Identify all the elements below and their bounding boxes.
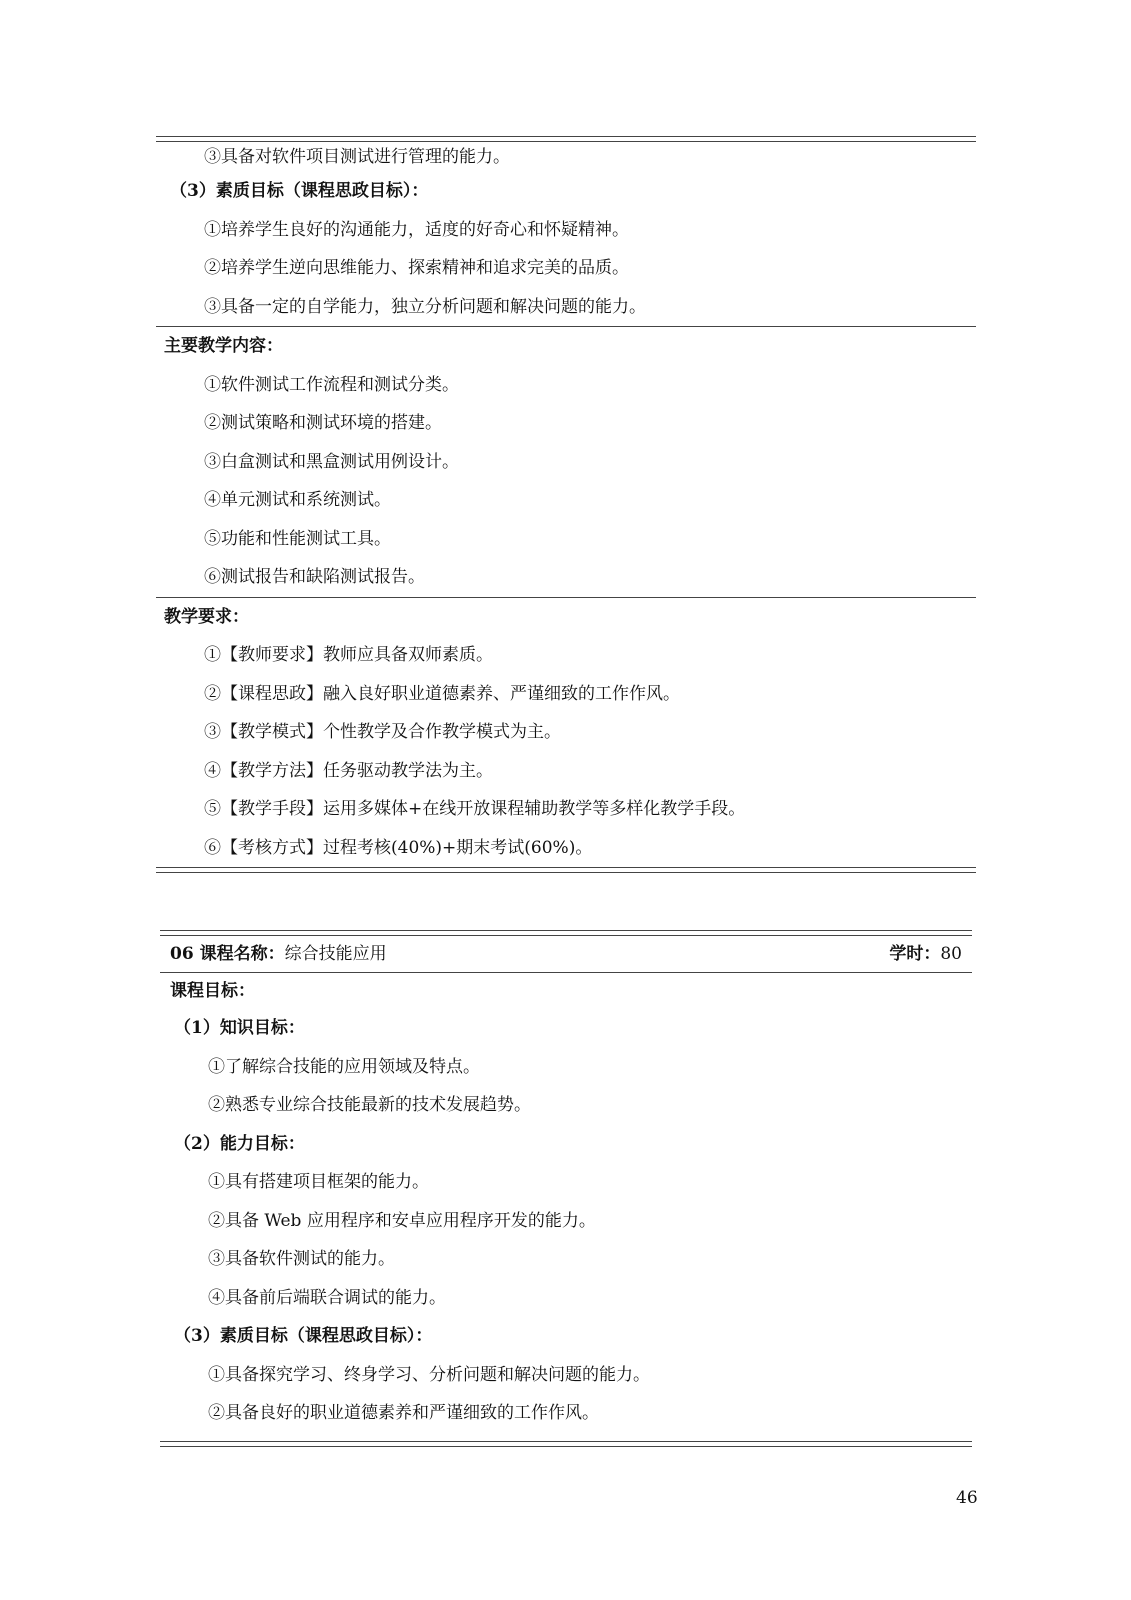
content-item: ②测试策略和测试环境的搭建。 [204, 413, 442, 433]
quality-title: （3）素质目标（课程思政目标）： [174, 1326, 433, 1346]
requirements-title: 教学要求： [164, 606, 249, 627]
ability-item: ④具备前后端联合调试的能力。 [208, 1287, 446, 1308]
content-item: ④单元测试和系统测试。 [204, 490, 391, 510]
hours-value: 80 [940, 944, 962, 964]
quality-item: ③具备一定的自学能力，独立分析问题和解决问题的能力。 [204, 296, 646, 317]
quality-title: （3）素质目标（课程思政目标）： [170, 181, 429, 201]
table-bottom-border [160, 1441, 972, 1447]
spacer [160, 1433, 972, 1441]
quality-item: ②具备良好的职业道德素养和严谨细致的工作作风。 [208, 1403, 599, 1423]
content-item: ①软件测试工作流程和测试分类。 [204, 374, 459, 395]
requirement-item: ⑤【教学手段】运用多媒体+在线开放课程辅助教学等多样化教学手段。 [204, 799, 746, 819]
quality-item: ②培养学生逆向思维能力、探索精神和追求完美的品质。 [204, 258, 629, 278]
course-hours [889, 936, 962, 972]
goal-title: 课程目标： [170, 981, 255, 1001]
content-title: 主要教学内容： [164, 336, 283, 356]
ability-item: ③具备软件测试的能力。 [208, 1249, 395, 1269]
ability-item: ①具有搭建项目框架的能力。 [208, 1172, 429, 1192]
hours-label: 学时： [889, 944, 941, 964]
course-table-continued [156, 136, 976, 873]
course-name: 综合技能应用 [284, 944, 387, 964]
table-bottom-border [156, 867, 976, 873]
requirement-item: ①【教师要求】教师应具备双师素质。 [204, 645, 493, 665]
course-table-06 [160, 930, 972, 1447]
page-number: 46 [956, 1488, 978, 1508]
content-item: ⑤功能和性能测试工具。 [204, 528, 391, 549]
course-header [160, 936, 972, 972]
quality-item: ①培养学生良好的沟通能力，适度的好奇心和怀疑精神。 [204, 219, 629, 240]
knowledge-item: ②熟悉专业综合技能最新的技术发展趋势。 [208, 1095, 531, 1115]
quality-item: ①具备探究学习、终身学习、分析问题和解决问题的能力。 [208, 1364, 650, 1385]
content-item: ⑥测试报告和缺陷测试报告。 [204, 567, 425, 587]
requirement-item: ④【教学方法】任务驱动教学法为主。 [204, 760, 493, 781]
course-label: 06 课程名称： [170, 944, 285, 964]
ability-item: ②具备 Web 应用程序和安卓应用程序开发的能力。 [208, 1210, 596, 1231]
course-title [170, 936, 387, 972]
ability-title: （2）能力目标： [174, 1133, 305, 1154]
requirement-item: ⑥【考核方式】过程考核(40%)+期末考试(60%)。 [204, 837, 593, 858]
ability-item: ③具备对软件项目测试进行管理的能力。 [204, 147, 510, 167]
requirement-item: ②【课程思政】融入良好职业道德素养、严谨细致的工作作风。 [204, 683, 680, 704]
knowledge-title: （1）知识目标： [174, 1018, 305, 1038]
knowledge-item: ①了解综合技能的应用领域及特点。 [208, 1056, 480, 1077]
requirement-item: ③【教学模式】个性教学及合作教学模式为主。 [204, 722, 561, 742]
content-item: ③白盒测试和黑盒测试用例设计。 [204, 451, 459, 472]
